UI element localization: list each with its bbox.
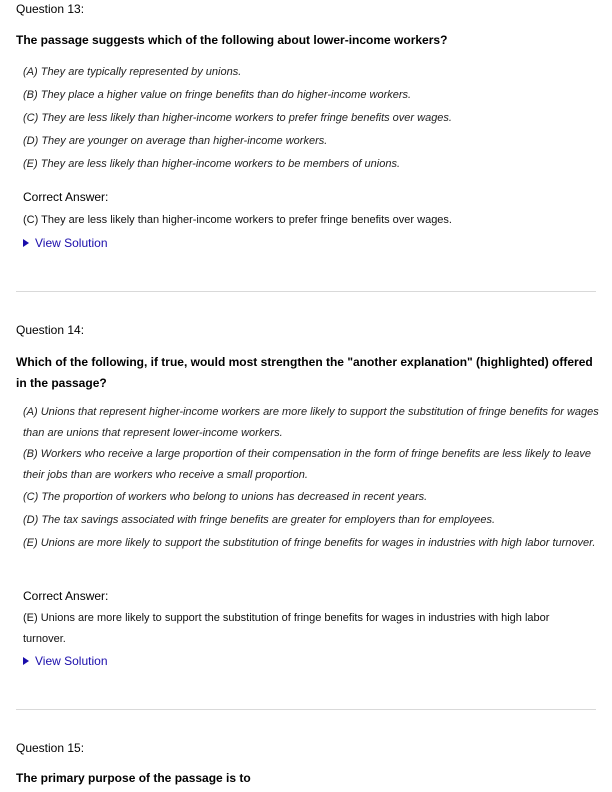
q14-correct-answer-label: Correct Answer:: [23, 589, 109, 603]
q14-choice-d[interactable]: (D) The tax savings associated with fringe benefits are greater for employers than for employees.: [23, 514, 496, 526]
q13-choice-a[interactable]: (A) They are typically represented by unions.: [23, 66, 242, 78]
question-14-stem: Which of the following, if true, would most strengthen the "another explanation" (highlighted) offered in the passage?: [16, 355, 593, 390]
q14-correct-answer-text: (E) Unions are more likely to support the substitution of fringe benefits for wages in industries with high labor turnover.: [23, 612, 550, 645]
q14-view-solution-link[interactable]: [23, 654, 108, 668]
divider: [16, 291, 596, 292]
q13-choice-c[interactable]: (C) They are less likely than higher-income workers to prefer fringe benefits over wages.: [23, 112, 452, 124]
q13-correct-answer-label: Correct Answer:: [23, 190, 109, 204]
play-triangle-icon: [23, 657, 29, 665]
q13-view-solution-label: View Solution: [35, 236, 108, 250]
question-14-number: Question 14:: [16, 323, 85, 337]
question-15-stem: The primary purpose of the passage is to: [16, 771, 251, 785]
play-triangle-icon: [23, 239, 29, 247]
q14-choice-b[interactable]: (B) Workers who receive a large proportion of their compensation in the form of fringe benefits are less likely to leave their jobs than are workers who receive a small proportion.: [23, 448, 591, 481]
divider: [16, 709, 596, 710]
q14-choice-c[interactable]: (C) The proportion of workers who belong to unions has decreased in recent years.: [23, 491, 428, 503]
q14-choice-e[interactable]: (E) Unions are more likely to support the substitution of fringe benefits for wages in industries with high labor turnover.: [23, 537, 596, 549]
q14-choice-a[interactable]: (A) Unions that represent higher-income workers are more likely to support the substitution of fringe benefits for wages than are unions that represent lower-income workers.: [23, 406, 599, 439]
q13-view-solution-link[interactable]: [23, 236, 108, 250]
q13-correct-answer-text: (C) They are less likely than higher-income workers to prefer fringe benefits over wages.: [23, 214, 452, 226]
q13-choice-b[interactable]: (B) They place a higher value on fringe benefits than do higher-income workers.: [23, 89, 412, 101]
q14-view-solution-label: View Solution: [35, 654, 108, 668]
q13-choice-e[interactable]: (E) They are less likely than higher-income workers to be members of unions.: [23, 158, 401, 170]
q13-choice-d[interactable]: (D) They are younger on average than higher-income workers.: [23, 135, 328, 147]
question-15-number: Question 15:: [16, 741, 85, 755]
question-13-stem: The passage suggests which of the following about lower-income workers?: [16, 33, 448, 47]
question-13-number: Question 13:: [16, 2, 85, 16]
